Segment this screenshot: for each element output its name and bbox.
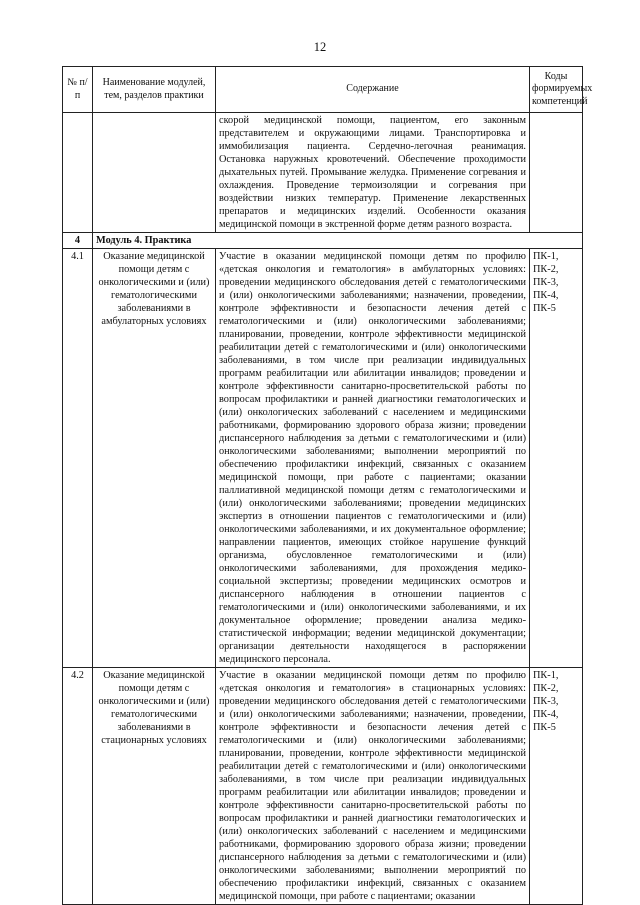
- cell-content: скорой медицинской помощи, пациентом, его законным представителем и окружающими лицами. Транспортировка и иммобилизация пациента. Сердечно-легочная реанимация. Остановка наружных кровотечений. Обеспечение проходимости дыхательных путей. Промывание желудка. Применение согревания и охлаждения. Проведение термоизоляции и согревания при воздействии низких температур. Применение лекарственных препаратов и медицинских изделий. Особенности оказания медицинской помощи в экстренной форме детям разного возраста.: [216, 113, 530, 233]
- header-num: № п/п: [63, 67, 93, 113]
- row-content: Участие в оказании медицинской помощи детям по профилю «детская онкология и гематология» в стационарных условиях: проведении медицинского обследования детей с гематологическими и (или) онкологическими заболеваниями; назначении, проведении, контроле эффективности и безопасности лечения детей с гематологическими и (или) онкологическими заболеваниями; планировании, проведении, контроле эффективности медицинской реабилитации детей с гематологическими и (или) онкологическими заболеваниями, в том числе при реализации индивидуальных программ реабилитации или абилитации инвалидов; проведении и контроле эффективности санитарно-просветительской работы по вопросам профилактики и ранней диагностики гематологических и (или) онкологических заболеваний с населением и медицинскими работниками, формированию здорового образа жизни; проведении диспансерного наблюдения за детьми с гематологическими и (или) онкологическими заболеваниями; выполнении мероприятий по обеспечению профилактики инфекций, связанных с оказанием медицинской помощи, при работе с пациентами; оказании: [216, 668, 530, 905]
- row-num: 4.1: [63, 249, 93, 668]
- header-name: Наименование модулей, тем, разделов практики: [93, 67, 216, 113]
- table-header-row: [63, 67, 583, 113]
- cell-competencies: [530, 113, 583, 233]
- row-num: 4.2: [63, 668, 93, 905]
- module-row: [63, 233, 583, 249]
- cell-num: [63, 113, 93, 233]
- cell-name: [93, 113, 216, 233]
- module-title: Модуль 4. Практика: [93, 233, 583, 249]
- header-competencies: Коды формируемых компетенций: [530, 67, 583, 113]
- practice-table: [62, 66, 593, 905]
- row-name: Оказание медицинской помощи детям с онкологическими и (или) гематологическими заболеваниями в стационарных условиях: [93, 668, 216, 905]
- header-content: Содержание: [216, 67, 530, 113]
- module-num: 4: [63, 233, 93, 249]
- row-competencies: ПК-1, ПК-2, ПК-3, ПК-4, ПК-5: [530, 249, 583, 668]
- row-name: Оказание медицинской помощи детям с онкологическими и (или) гематологическими заболеваниями в амбулаторных условиях: [93, 249, 216, 668]
- table-row: [63, 668, 583, 905]
- row-content: Участие в оказании медицинской помощи детям по профилю «детская онкология и гематология» в амбулаторных условиях: проведении медицинского обследования детей с гематологическими и (или) онкологическими заболеваниями; назначении, проведении, контроле эффективности и безопасности лечения детей с гематологическими и (или) онкологическими заболеваниями; планировании, проведении, контроле эффективности медицинской реабилитации детей с гематологическими и (или) онкологическими заболеваниями, в том числе при реализации индивидуальных программ реабилитации или абилитации инвалидов; проведении и контроле эффективности санитарно-просветительской работы по вопросам профилактики и ранней диагностики гематологических и (или) онкологических заболеваний с населением и медицинскими работниками, формированию здорового образа жизни; проведении диспансерного наблюдения за детьми с гематологическими и (или) онкологическими заболеваниями; выполнении мероприятий по обеспечению профилактики инфекций, связанных с оказанием медицинской помощи, при работе с пациентами; оказании паллиативной медицинской помощи детям с гематологическими и (или) онкологическими заболеваниями; проведении медицинских экспертиз в отношении пациентов с гематологическими и (или) онкологическими заболеваниями, и их документальное оформление; направлении пациентов, имеющих стойкое нарушение функций организма, обусловленное гематологическими и (или) онкологическими заболеваниями, для прохождения медико-социальной экспертизы; проведении медицинских осмотров и диспансерного наблюдения в отношении пациентов с гематологическими и (или) онкологическими заболеваниями, и их документальное оформление; проведении анализа медико-статистической информации; ведении медицинской документации; организации деятельности находящегося в распоряжении медицинского персонала.: [216, 249, 530, 668]
- table-row: [63, 249, 583, 668]
- page-number: 12: [313, 40, 327, 54]
- table-row-continuation: [63, 113, 583, 233]
- row-competencies: ПК-1, ПК-2, ПК-3, ПК-4, ПК-5: [530, 668, 583, 905]
